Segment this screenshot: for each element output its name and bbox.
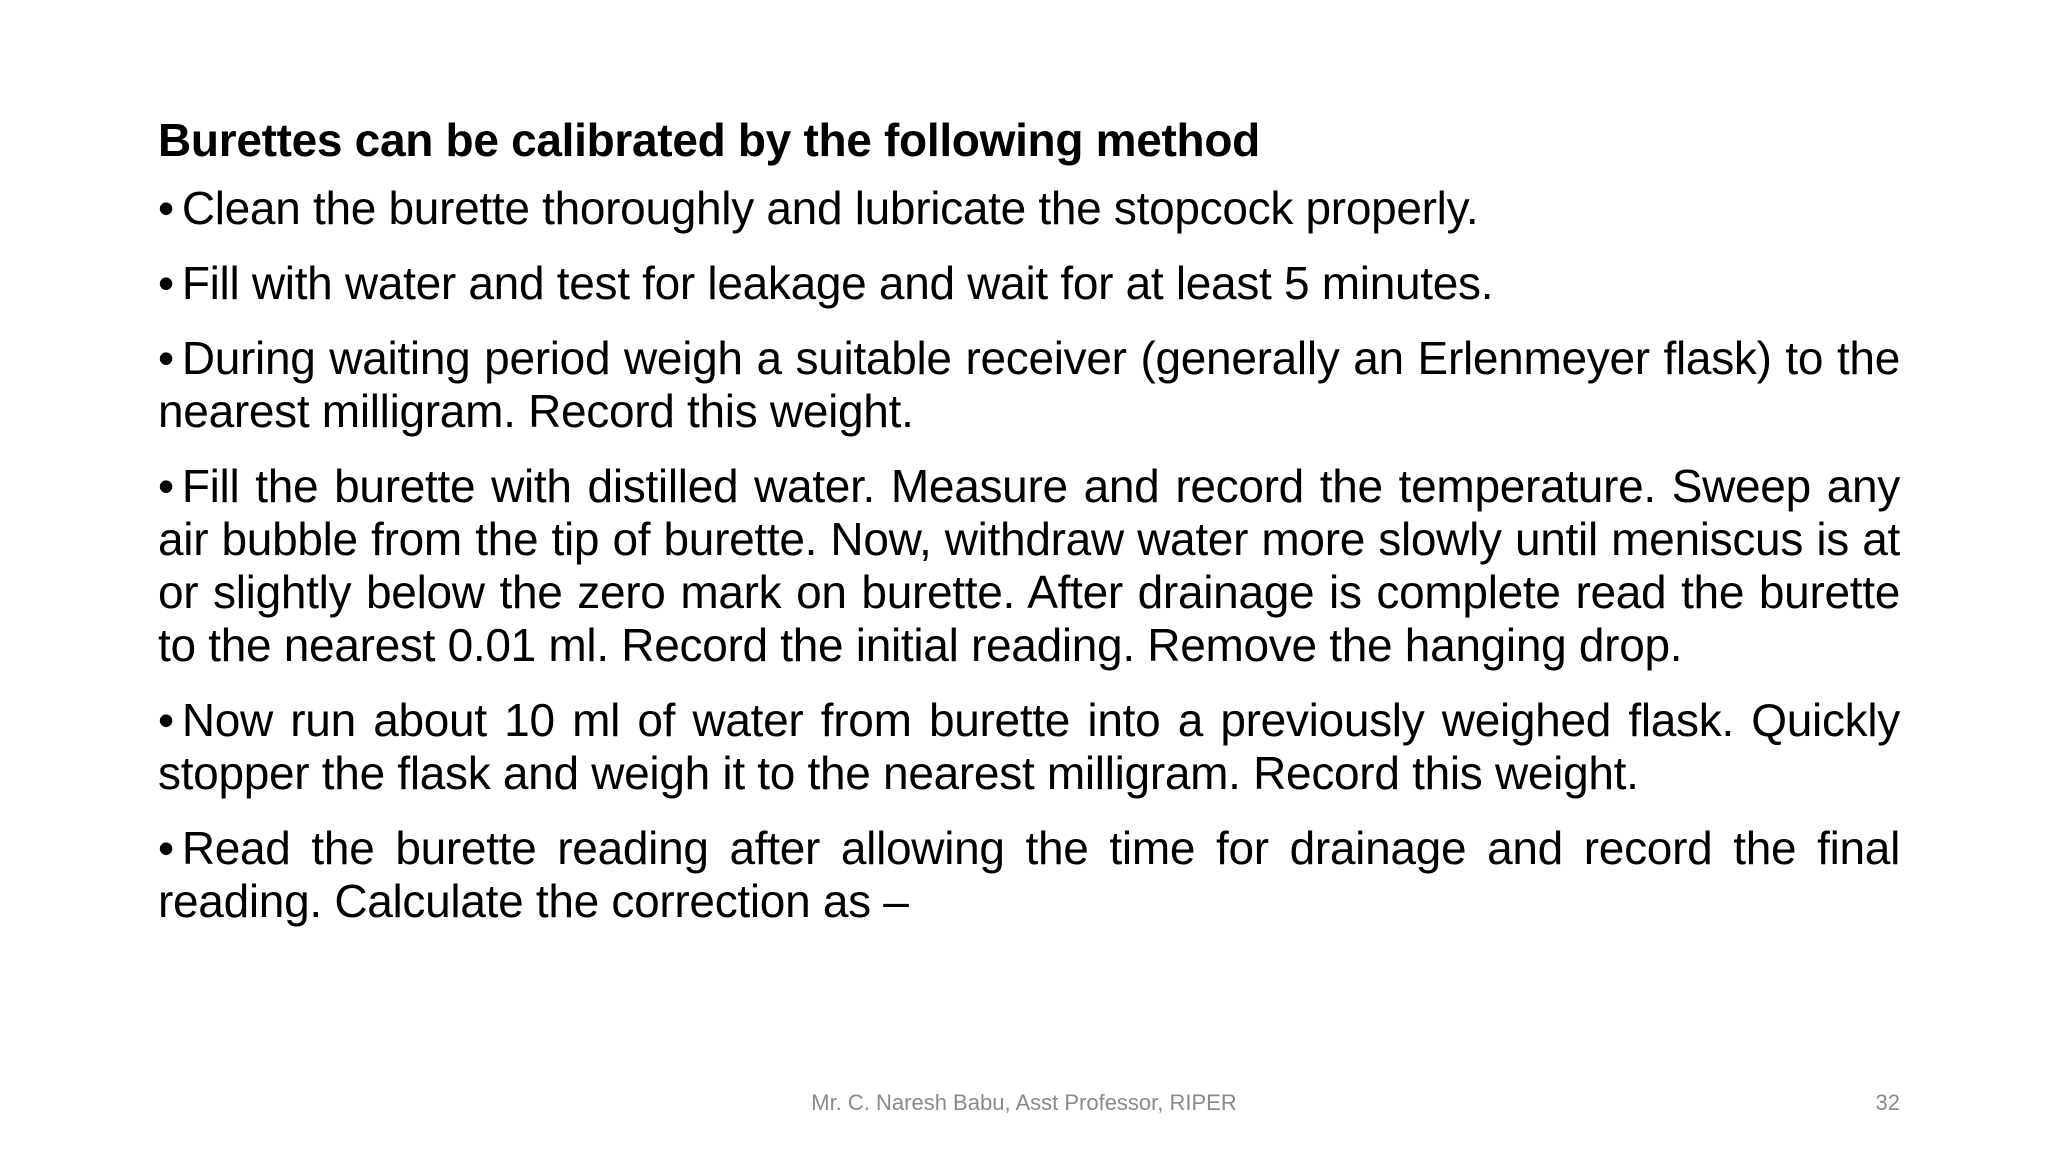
slide-heading: Burettes can be calibrated by the following method [158,114,1260,166]
bullet-text: Read the burette reading after allowing the time for drainage and record the final reading. Calculate the correction as – [158,822,1900,927]
bullet-mark: • [158,182,174,234]
bullet-text: Fill the burette with distilled water. Measure and record the temperature. Sweep any air bubble from the tip of burette. Now, withdraw water more slowly until meniscus is at or slightly below the zero mark on burette. After drainage is complete read the burette to the nearest 0.01 ml. Record the initial reading. Remove the hanging drop. [158,460,1900,671]
bullet-mark: • [158,694,174,746]
bullet-mark: • [158,460,174,512]
bullet-mark: • [158,822,174,874]
footer-author: Mr. C. Naresh Babu, Asst Professor, RIPER [811,1090,1237,1115]
bullet-item [158,332,1900,438]
page-number: 32 [1875,1090,1900,1115]
bullet-item [158,822,1900,928]
bullet-item [158,182,1900,235]
bullet-item [158,257,1900,310]
bullet-text: Now run about 10 ml of water from burette into a previously weighed flask. Quickly stopper the flask and weigh it to the nearest milligram. Record this weight. [158,694,1900,799]
bullet-item [158,460,1900,672]
bullet-item [158,694,1900,800]
bullet-text: Clean the burette thoroughly and lubricate the stopcock properly. [181,182,1479,234]
bullet-text: During waiting period weigh a suitable receiver (generally an Erlenmeyer flask) to the nearest milligram. Record this weight. [158,332,1900,437]
bullet-text: Fill with water and test for leakage and wait for at least 5 minutes. [181,257,1494,309]
bullet-mark: • [158,332,174,384]
slide-content [158,112,1900,950]
bullet-mark: • [158,257,174,309]
